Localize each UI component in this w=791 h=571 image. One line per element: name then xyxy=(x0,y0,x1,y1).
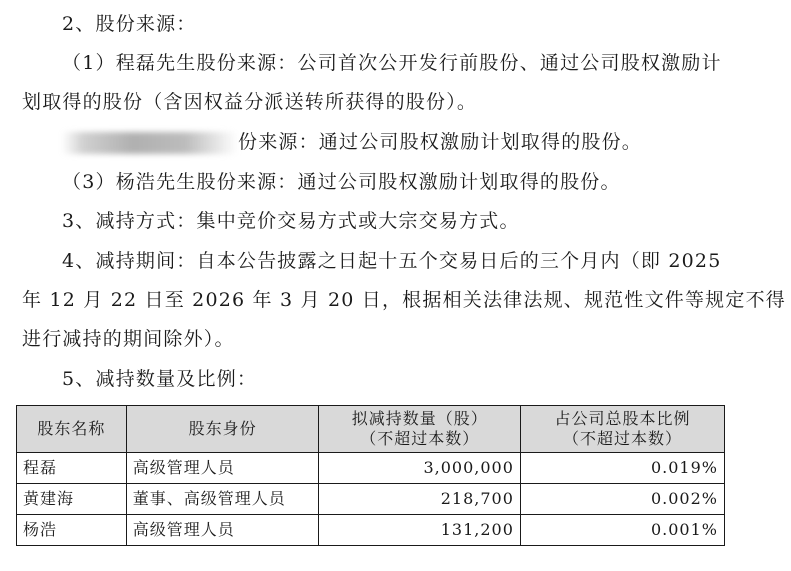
header-pct-line2: （不超过本数） xyxy=(562,429,682,448)
reduction-method: 3、减持方式：集中竞价交易方式或大宗交易方式。 xyxy=(62,210,520,232)
section-2-heading: 2、股份来源： xyxy=(62,13,197,35)
share-source-chenglei-line2: 划取得的股份（含因权益分派送转所获得的股份）。 xyxy=(22,91,478,113)
header-reduction-quantity xyxy=(319,406,520,453)
header-shareholder-name: 股东名称 xyxy=(17,406,127,453)
reduction-period-line2: 年 12 月 22 日至 2026 年 3 月 20 日，根据相关法律法规、规范性文件等规定不得 xyxy=(22,289,786,311)
cell-name: 程磊 xyxy=(17,453,127,484)
table-row xyxy=(17,515,725,546)
header-shareholder-role: 股东身份 xyxy=(126,406,319,453)
share-source-huangjianhai-text: 份来源：通过公司股权激励计划取得的股份。 xyxy=(238,131,643,153)
table-row xyxy=(17,484,725,515)
cell-name: 杨浩 xyxy=(17,515,127,546)
table-row xyxy=(17,453,725,484)
cell-name: 黄建海 xyxy=(17,484,127,515)
cell-pct: 0.019% xyxy=(520,453,724,484)
cell-qty: 3,000,000 xyxy=(319,453,520,484)
cell-qty: 131,200 xyxy=(319,515,520,546)
cell-qty: 218,700 xyxy=(319,484,520,515)
header-qty-line2: （不超过本数） xyxy=(360,429,480,448)
table-header-row xyxy=(17,406,725,453)
share-source-yanghao: （3）杨浩先生股份来源：通过公司股权激励计划取得的股份。 xyxy=(62,171,621,193)
cell-pct: 0.001% xyxy=(520,515,724,546)
share-source-chenglei-line1: （1）程磊先生股份来源：公司首次公开发行前股份、通过公司股权激励计 xyxy=(62,52,722,74)
cell-role: 高级管理人员 xyxy=(126,515,319,546)
cell-role: 董事、高级管理人员 xyxy=(126,484,319,515)
section-5-heading: 5、减持数量及比例： xyxy=(62,368,258,390)
redaction-blur xyxy=(62,132,238,154)
header-qty-line1: 拟减持数量（股） xyxy=(351,409,488,428)
header-share-percentage xyxy=(520,406,724,453)
reduction-table xyxy=(16,405,725,546)
reduction-period-line3: 进行减持的期间除外）。 xyxy=(22,328,235,350)
cell-pct: 0.002% xyxy=(520,484,724,515)
share-source-huangjianhai xyxy=(0,130,642,154)
header-pct-line1: 占公司总股本比例 xyxy=(554,409,691,428)
reduction-period-line1: 4、减持期间：自本公告披露之日起十五个交易日后的三个月内（即 2025 xyxy=(62,250,722,272)
cell-role: 高级管理人员 xyxy=(126,453,319,484)
